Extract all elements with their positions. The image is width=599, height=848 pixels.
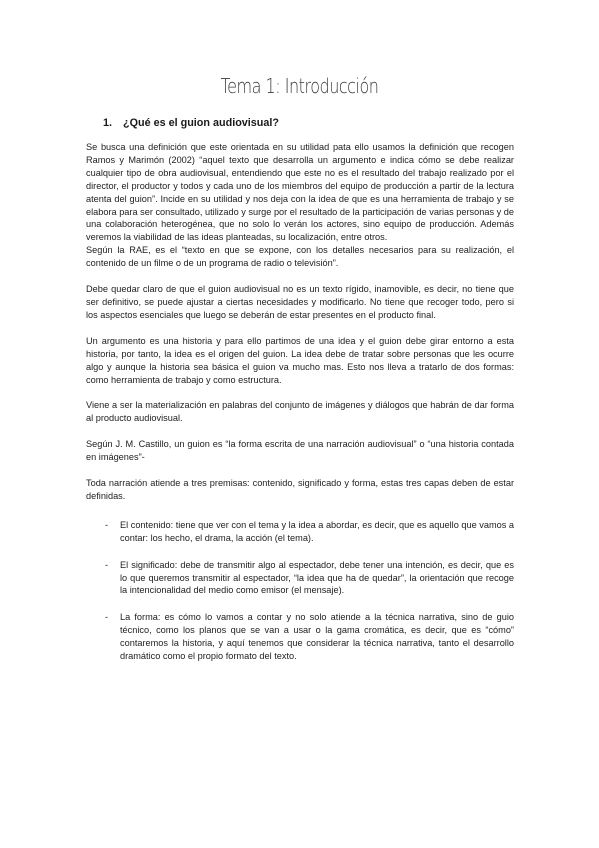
paragraph-castillo: Según J. M. Castillo, un guion es “la forma escrita de una narración audiovisual” o “una historia contada en imágenes”- [86, 439, 514, 463]
list-item [86, 519, 514, 545]
paragraph-materialization: Viene a ser la materialización en palabras del conjunto de imágenes y diálogos que habrán de dar forma al producto audiovisual. [86, 400, 514, 424]
bullet-text: La forma: es cómo lo vamos a contar y no solo atiende a la técnica narrativa, sino de guio técnico, como los planos que se van a usar o la gama cromática, es decir, que es “cómo” contaremos la historia, y aquí tenemos que considerar la técnica narrativa, tanto el desarrollo dramático como el propio formato del texto. [120, 612, 514, 662]
bullet-text: El contenido: tiene que ver con el tema y la idea a abordar, es decir, que es aquello que vamos a contar: los hecho, el drama, la acción (el tema). [120, 519, 514, 543]
document-body [86, 141, 514, 677]
paragraph-premises: Toda narración atiende a tres premisas: contenido, significado y forma, estas tres capas deben de estar definidas. [86, 478, 514, 501]
paragraph-flexibility: Debe quedar claro de que el guion audiovisual no es un texto rígido, inamovible, es decir, no tiene que ser definitivo, se puede ajustar a ciertas necesidades y modificarlo. No tiene que recoger todo, pero si los aspectos esenciales que luego se deberán de estar presentes en el producto final. [86, 284, 514, 320]
bullet-text: El significado: debe de transmitir algo al espectador, debe tener una intención, es decir, que es lo que queremos transmitir al espectador, “la idea que ha de quedar”, la orientación que recoge la intencionalidad del medio como emisor (el mensaje). [120, 559, 514, 596]
paragraph-definition: Se busca una definición que este orientada en su utilidad pata ello usamos la definición que recogen Ramos y Marimón (2002) “aquel texto que desarrolla un argumento e indica cómo se debe realizar cualquier tipo de obra audiovisual, entendiendo que este no es el resultado del trabajo realizado por el director, el productor y todos y cada uno de los miembros del equipo de producción a partir de la lectura atenta del guion”. Incide en su utilidad y nos deja con la idea de que es una herramienta de trabajo y se elabora para ser consultado, utilizado y surge por el resultado de la participación de varias personas y de una colaboración heterogénea, que no solo lo verán los actores, sino equipo de producción. Además veremos la viabilidad de las ideas planteadas, su localización, entre otros. [86, 142, 514, 243]
paragraph-rae: Según la RAE, es el “texto en que se expone, con los detalles necesarios para su realización, el contenido de un filme o de un programa de radio o televisión”. [86, 245, 514, 269]
premises-list [86, 519, 514, 663]
list-item [86, 611, 514, 663]
section-number: 1. [103, 117, 113, 129]
bullet-dash: - [105, 559, 109, 570]
list-item [86, 559, 514, 598]
page-title: Tema 1: Introducción [220, 74, 379, 98]
section-heading-text: ¿Qué es el guion audiovisual? [123, 117, 279, 129]
paragraph-argument: Un argumento es una historia y para ello partimos de una idea y el guion debe girar entorno a esta historia, por tanto, la idea es el origen del guion. La idea debe de tratar sobre personas que les ocurre algo y aunque la historia sea básica el guion va mucho mas. Esto nos lleva a tratarlo de dos formas: como herramienta de trabajo y como estructura. [86, 335, 514, 385]
bullet-dash: - [105, 519, 109, 530]
section-heading [103, 117, 279, 129]
bullet-dash: - [105, 612, 109, 623]
